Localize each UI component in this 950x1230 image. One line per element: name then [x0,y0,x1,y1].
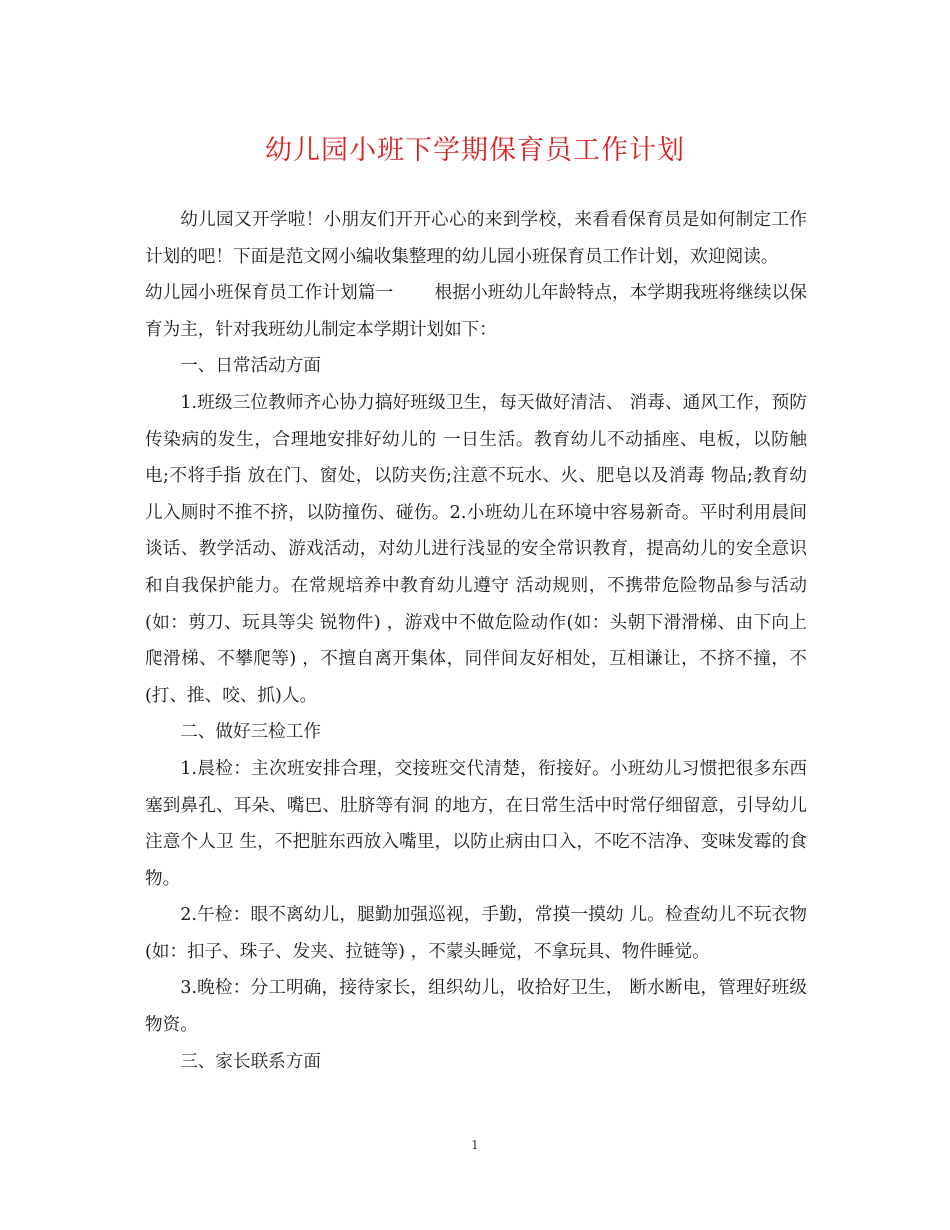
paragraph-daily-activities: 1.班级三位教师齐心协力搞好班级卫生，每天做好清洁、 消毒、通风工作，预防传染病的发生，合理地安排好幼儿的 一日生活。教育幼儿不动插座、电板，以防触电;不将手指 放在门、窗处，以防夹伤;注意不玩水、火、肥皂以及消毒 物品;教育幼儿入厕时不推不挤，以防撞伤、碰伤。2.小班幼儿在环境中容易新奇。平时利用晨间谈话、教学活动、游戏活动，对幼儿进行浅显的安全常识教育，提高幼儿的安全意识和自我保护能力。在常规培养中教育幼儿遵守 活动规则，不携带危险物品参与活动(如：剪刀、玩具等尖 锐物件) ，游戏中不做危险动作(如：头朝下滑滑梯、由下向上爬滑梯、不攀爬等) ，不擅自离开集体，同伴间友好相处，互相谦让，不挤不撞，不(打、推、咬、抓)人。 [145,392,807,706]
document-title: 幼儿园小班下学期保育员工作计划 [265,135,685,166]
page-number: 1 [471,1138,479,1152]
document-body [145,202,807,1080]
paragraph-noon-check: 2.午检：眼不离幼儿，腿勤加强巡视，手勤，常摸一摸幼 儿。检查幼儿不玩衣物(如：扣子、珠子、发夹、拉链等) ，不蒙头睡觉，不拿玩具、物件睡觉。 [145,905,807,962]
paragraph-intro: 幼儿园又开学啦！小朋友们开开心心的来到学校，来看看保育员是如何制定工作计划的吧！下面是范文网小编收集整理的幼儿园小班保育员工作计划，欢迎阅读。 [145,210,807,267]
paragraph-plan-intro: 幼儿园小班保育员工作计划篇一 根据小班幼儿年龄特点，本学期我班将继续以保育为主，针对我班幼儿制定本学期计划如下： [145,283,807,340]
section-heading-daily-activities: 一、日常活动方面 [180,356,321,377]
section-heading-parent-contact: 三、家长联系方面 [180,1051,321,1072]
paragraph-morning-check: 1.晨检：主次班安排合理，交接班交代清楚，衔接好。小班幼儿习惯把很多东西塞到鼻孔、耳朵、嘴巴、肚脐等有洞 的地方，在日常生活中时常仔细留意，引导幼儿注意个人卫 生，不把脏东西放入嘴里，以防止病由口入，不吃不洁净、变味发霉的食物。 [145,758,807,889]
paragraph-evening-check: 3.晚检：分工明确，接待家长，组织幼儿，收拾好卫生， 断水断电，管理好班级物资。 [145,978,807,1036]
section-heading-three-checks: 二、做好三检工作 [180,722,321,743]
